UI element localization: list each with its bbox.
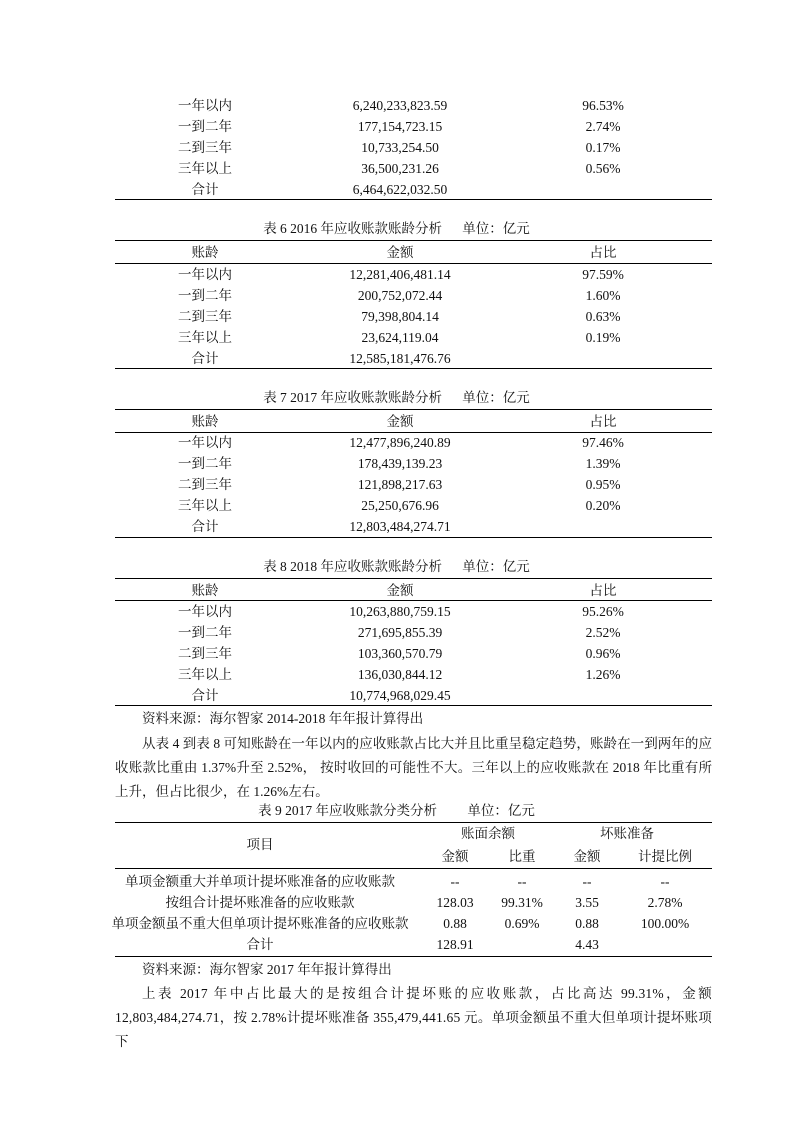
table-row: [115, 264, 712, 285]
cell: 178,439,139.23: [357, 456, 443, 471]
table-row: [115, 137, 712, 158]
table5-bottom-rule: [115, 199, 712, 200]
table-row: [115, 179, 712, 200]
table-row: [115, 871, 712, 892]
cell: 97.46%: [582, 435, 624, 450]
header-provision-amount: 金额: [573, 849, 601, 864]
table6-caption: 表 6 2016 年应收账款账龄分析 单位：亿元: [263, 221, 530, 236]
table-row: [115, 285, 712, 306]
cell: --: [517, 874, 527, 889]
cell: 占比: [589, 583, 617, 598]
cell: 12,477,896,240.89: [349, 435, 451, 450]
cell: --: [660, 874, 670, 889]
cell: 一年以内: [178, 267, 232, 282]
cell: 金额: [386, 245, 414, 260]
cell: 36,500,231.26: [361, 161, 439, 176]
paragraph-1: 从表 4 到表 8 可知账龄在一年以内的应收账款占比大并且比重呈稳定趋势，账龄在一到两年的应收账款比重由 1.37%升至 2.52%， 按时收回的可能性不大。三年以上的应收账款在 2018 年比重有所上升，但占比很少，在 1.26%左右。: [115, 736, 712, 799]
cell: 97.59%: [582, 267, 624, 282]
table-row: [115, 601, 712, 622]
source-note-1: 资料来源：海尔智家 2014-2018 年年报计算得出: [142, 711, 424, 726]
table5-body: [115, 95, 712, 200]
cell: 25,250,676.96: [361, 498, 439, 513]
cell: 合计: [191, 519, 219, 534]
cell: 一到二年: [178, 456, 232, 471]
cell: 占比: [589, 414, 617, 429]
cell: 二到三年: [178, 309, 232, 324]
cell: 1.26%: [585, 667, 621, 682]
table6-header: [115, 242, 712, 263]
table7-caption: 表 7 2017 年应收账款账龄分析 单位：亿元: [263, 390, 530, 405]
cell: 1.60%: [585, 288, 621, 303]
table-row: [115, 432, 712, 453]
cell: 一年以内: [178, 98, 232, 113]
cell: 100.00%: [640, 916, 690, 931]
cell: 三年以上: [178, 498, 232, 513]
table7-body: [115, 432, 712, 537]
table-row: [115, 934, 712, 955]
table6-bottom-rule: [115, 368, 712, 369]
cell: 96.53%: [582, 98, 624, 113]
table-row: [115, 892, 712, 913]
table9-bottom-rule: [115, 956, 712, 957]
cell: 合计: [191, 351, 219, 366]
cell: 一年以内: [178, 604, 232, 619]
cell: 0.20%: [585, 498, 621, 513]
cell: 二到三年: [178, 140, 232, 155]
cell: 95.26%: [582, 604, 624, 619]
cell: 金额: [386, 583, 414, 598]
cell: 按组合计提坏账准备的应收账款: [165, 895, 355, 910]
cell: 128.91: [436, 937, 474, 952]
table6-top-rule: [115, 240, 712, 241]
table-row: [115, 348, 712, 369]
table-row: [115, 306, 712, 327]
cell: 99.31%: [501, 895, 543, 910]
table-row: [115, 643, 712, 664]
cell: 177,154,723.15: [357, 119, 443, 134]
cell: 0.17%: [585, 140, 621, 155]
table-row: [115, 495, 712, 516]
cell: 1.39%: [585, 456, 621, 471]
table8-header: [115, 580, 712, 601]
cell: 12,585,181,476.76: [349, 351, 451, 366]
table9-header-rule: [115, 868, 712, 869]
cell: 三年以上: [178, 161, 232, 176]
cell: 单项金额重大并单项计提坏账准备的应收账款: [125, 874, 395, 889]
header-row: [115, 580, 712, 601]
header-amount: 金额: [441, 849, 469, 864]
table-row: [115, 664, 712, 685]
cell: 10,263,880,759.15: [349, 604, 451, 619]
paragraph-2: 上表 2017 年中占比最大的是按组合计提坏账的应收账款，占比高达 99.31%，金额 12,803,484,274.71，按 2.78%计提坏账准备 355,479,441.65 元。单项金额虽不重大但单项计提坏账项下: [115, 986, 712, 1049]
cell: 账龄: [191, 583, 219, 598]
cell: --: [450, 874, 460, 889]
header-row: [115, 242, 712, 263]
cell: 2.52%: [585, 625, 621, 640]
cell: 23,624,119.04: [361, 330, 439, 345]
table-row: [115, 327, 712, 348]
cell: 103,360,570.79: [357, 646, 443, 661]
table7-bottom-rule: [115, 537, 712, 538]
cell: 79,398,804.14: [361, 309, 439, 324]
cell: 3.55: [575, 895, 599, 910]
table-row: [115, 158, 712, 179]
cell: 4.43: [575, 937, 599, 952]
cell: 2.78%: [647, 895, 683, 910]
header-provision-ratio: 计提比例: [638, 849, 692, 864]
cell: 三年以上: [178, 330, 232, 345]
cell: 0.69%: [504, 916, 540, 931]
table-row: [115, 685, 712, 706]
header-proportion: 比重: [508, 849, 536, 864]
table-row: [115, 116, 712, 137]
cell: 12,281,406,481.14: [349, 267, 451, 282]
table8-bottom-rule: [115, 705, 712, 706]
cell: 账龄: [191, 414, 219, 429]
table6-body: [115, 264, 712, 369]
cell: 0.88: [575, 916, 599, 931]
cell: 合计: [191, 182, 219, 197]
table-row: [115, 516, 712, 537]
cell: 单项金额虽不重大但单项计提坏账准备的应收账款: [111, 916, 409, 931]
cell: 2.74%: [585, 119, 621, 134]
table8-top-rule: [115, 578, 712, 579]
cell: 金额: [386, 414, 414, 429]
cell: 121,898,217.63: [357, 477, 443, 492]
cell: 账龄: [191, 245, 219, 260]
cell: 一到二年: [178, 625, 232, 640]
header-item: 项目: [246, 837, 274, 852]
table-row: [115, 95, 712, 116]
cell: 三年以上: [178, 667, 232, 682]
header-row: [115, 411, 712, 432]
cell: 10,733,254.50: [361, 140, 439, 155]
cell: 0.96%: [585, 646, 621, 661]
cell: 一到二年: [178, 119, 232, 134]
table8-caption: 表 8 2018 年应收账款账龄分析 单位：亿元: [263, 559, 530, 574]
cell: 0.56%: [585, 161, 621, 176]
table-row: [111, 913, 712, 934]
cell: 0.88: [443, 916, 467, 931]
table9-header: [115, 823, 712, 868]
table8-body: [115, 601, 712, 706]
cell: 128.03: [436, 895, 474, 910]
table7-header: [115, 411, 712, 432]
table-row: [115, 453, 712, 474]
table-row: [115, 474, 712, 495]
cell: 一到二年: [178, 288, 232, 303]
cell: 0.19%: [585, 330, 621, 345]
table7-top-rule: [115, 409, 712, 410]
cell: 6,464,622,032.50: [352, 182, 448, 197]
cell: 136,030,844.12: [357, 667, 443, 682]
cell: 二到三年: [178, 477, 232, 492]
cell: 271,695,855.39: [357, 625, 443, 640]
cell: 占比: [589, 245, 617, 260]
cell: 二到三年: [178, 646, 232, 661]
table9-caption: 表 9 2017 年应收账款分类分析 单位：亿元: [258, 803, 535, 818]
cell: --: [582, 874, 592, 889]
cell: 一年以内: [178, 435, 232, 450]
cell: 合计: [191, 688, 219, 703]
header-book-balance: 账面余额: [461, 826, 515, 841]
table-row: [115, 622, 712, 643]
source-note-2: 资料来源：海尔智家 2017 年年报计算得出: [142, 962, 392, 977]
header-bad-debt-provision: 坏账准备: [600, 826, 654, 841]
cell: 10,774,968,029.45: [349, 688, 451, 703]
cell: 200,752,072.44: [357, 288, 443, 303]
table9-body: [111, 871, 712, 955]
cell: 合计: [246, 937, 274, 952]
cell: 0.63%: [585, 309, 621, 324]
cell: 6,240,233,823.59: [352, 98, 448, 113]
cell: 12,803,484,274.71: [349, 519, 451, 534]
cell: 0.95%: [585, 477, 621, 492]
